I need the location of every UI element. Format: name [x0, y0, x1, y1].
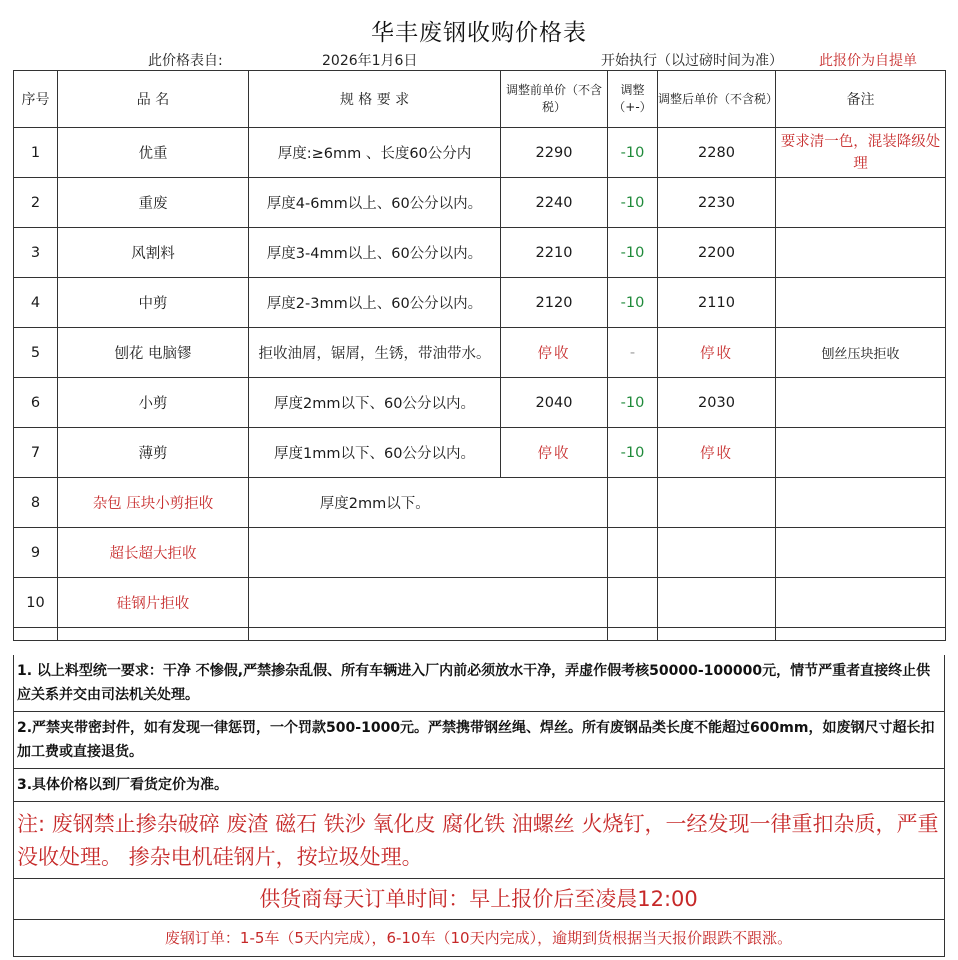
- row-spec: 厚度4-6mm以上、60公分以内。: [249, 178, 501, 228]
- row-adjust: -10: [608, 228, 658, 278]
- row-empty: [608, 478, 658, 528]
- row-empty: [608, 628, 658, 641]
- row-price-before: 2210: [501, 228, 608, 278]
- row-name: 小剪: [58, 378, 249, 428]
- row-remark: [776, 178, 946, 228]
- row-empty: [14, 628, 58, 641]
- row-price-after: 停收: [658, 328, 776, 378]
- row-empty: [658, 578, 776, 628]
- row-adjust: -10: [608, 178, 658, 228]
- row-name: 风割料: [58, 228, 249, 278]
- row-spec: [249, 578, 501, 628]
- row-price-before: 停收: [501, 328, 608, 378]
- row-empty: [58, 628, 249, 641]
- order-time-note: 供货商每天订单时间：早上报价后至凌晨12:00: [14, 879, 944, 920]
- row-name: 超长超大拒收: [58, 528, 249, 578]
- row-name: 刨花 电脑镠: [58, 328, 249, 378]
- col-price-after: 调整后单价（不含税）: [658, 71, 776, 128]
- table-row: [14, 378, 946, 428]
- row-spec: 厚度3-4mm以上、60公分以内。: [249, 228, 501, 278]
- warning-note: 注: 废钢禁止掺杂破碎 废渣 磁石 铁沙 氧化皮 腐化铁 油螺丝 火烧钉，一经发现一律重扣杂质，严重没收处理。 掺杂电机硅钢片，按垃圾处理。: [14, 802, 944, 879]
- col-remark: 备注: [776, 71, 946, 128]
- row-price-before: 2120: [501, 278, 608, 328]
- row-empty: [501, 628, 608, 641]
- row-spec: 厚度1mm以下、60公分以内。: [249, 428, 501, 478]
- row-price-before: 2240: [501, 178, 608, 228]
- row-spec: 厚度2mm以下、60公分以内。: [249, 378, 501, 428]
- col-name: 品 名: [58, 71, 249, 128]
- row-spec: [249, 528, 501, 578]
- row-remark: 要求清一色，混装降级处理: [776, 128, 946, 178]
- note-1: 1. 以上料型统一要求：干净 不惨假,严禁掺杂乱假、所有车辆进入厂内前必须放水干净，弄虚作假考核50000-100000元，情节严重者直接终止供应关系并交由司法机关处理。: [14, 655, 944, 712]
- row-index: 10: [14, 578, 58, 628]
- row-empty: [658, 628, 776, 641]
- table-row: [14, 178, 946, 228]
- effective-date: 2026年1月6日: [322, 53, 418, 69]
- effective-note: 开始执行（以过磅时间为准）: [601, 53, 783, 69]
- notes-section: [13, 655, 945, 957]
- row-empty: [501, 478, 608, 528]
- row-remark: [776, 228, 946, 278]
- row-index: 4: [14, 278, 58, 328]
- price-table: [13, 70, 946, 641]
- row-index: 5: [14, 328, 58, 378]
- table-row: [14, 428, 946, 478]
- row-empty: [608, 528, 658, 578]
- row-index: 7: [14, 428, 58, 478]
- table-row: [14, 528, 946, 578]
- effective-label: 此价格表自:: [148, 53, 223, 69]
- table-row: [14, 628, 946, 641]
- row-name: 薄剪: [58, 428, 249, 478]
- row-index: 8: [14, 478, 58, 528]
- table-row: [14, 128, 946, 178]
- row-empty: [501, 578, 608, 628]
- table-header-row: [14, 71, 946, 128]
- row-index: 9: [14, 528, 58, 578]
- row-price-after: 2230: [658, 178, 776, 228]
- row-remark: [776, 278, 946, 328]
- row-empty: [249, 628, 501, 641]
- row-price-before: 停收: [501, 428, 608, 478]
- row-spec: 厚度2mm以下。: [249, 478, 501, 528]
- row-price-after: 2200: [658, 228, 776, 278]
- row-name: 杂包 压块小剪拒收: [58, 478, 249, 528]
- row-empty: [608, 578, 658, 628]
- row-empty: [776, 528, 946, 578]
- table-row: [14, 328, 946, 378]
- note-2: 2.严禁夹带密封件，如有发现一律惩罚，一个罚款500-1000元。严禁携带钢丝绳、焊丝。所有废钢品类长度不能超过600mm，如废钢尺寸超长扣加工费或直接退货。: [14, 712, 944, 769]
- row-spec: 拒收油屑，锯屑，生锈，带油带水。: [249, 328, 501, 378]
- row-empty: [776, 578, 946, 628]
- row-price-after: 2110: [658, 278, 776, 328]
- note-3: 3.具体价格以到厂看货定价为准。: [14, 769, 944, 802]
- col-price-before: 调整前单价（不含税）: [501, 71, 608, 128]
- row-name: 优重: [58, 128, 249, 178]
- table-row: [14, 478, 946, 528]
- row-price-before: 2040: [501, 378, 608, 428]
- row-empty: [776, 628, 946, 641]
- row-empty: [658, 528, 776, 578]
- row-adjust: -10: [608, 378, 658, 428]
- row-spec: 厚度2-3mm以上、60公分以内。: [249, 278, 501, 328]
- table-row: [14, 278, 946, 328]
- row-price-after: 2280: [658, 128, 776, 178]
- row-spec: 厚度:≥6mm 、长度60公分内: [249, 128, 501, 178]
- order-note: 废钢订单：1-5车（5天内完成），6-10车（10天内完成），逾期到货根据当天报价跟跌不跟涨。: [164, 929, 793, 947]
- row-name: 重废: [58, 178, 249, 228]
- col-spec: 规 格 要 求: [249, 71, 501, 128]
- row-name: 中剪: [58, 278, 249, 328]
- row-remark: [776, 428, 946, 478]
- row-empty: [776, 478, 946, 528]
- row-name: 硅钢片拒收: [58, 578, 249, 628]
- row-index: 2: [14, 178, 58, 228]
- row-adjust: -10: [608, 128, 658, 178]
- row-adjust: -10: [608, 278, 658, 328]
- page-title: 华丰废钢收购价格表: [371, 20, 587, 46]
- row-adjust: -: [608, 328, 658, 378]
- row-empty: [501, 528, 608, 578]
- row-index: 1: [14, 128, 58, 178]
- row-remark: 刨丝压块拒收: [776, 328, 946, 378]
- row-remark: [776, 378, 946, 428]
- self-pickup-note: 此报价为自提单: [819, 53, 917, 69]
- row-price-after: 2030: [658, 378, 776, 428]
- row-adjust: -10: [608, 428, 658, 478]
- row-price-after: 停收: [658, 428, 776, 478]
- row-empty: [658, 478, 776, 528]
- col-adjust: 调整（+-）: [608, 71, 658, 128]
- row-index: 6: [14, 378, 58, 428]
- table-row: [14, 578, 946, 628]
- col-index: 序号: [14, 71, 58, 128]
- table-row: [14, 228, 946, 278]
- row-price-before: 2290: [501, 128, 608, 178]
- row-index: 3: [14, 228, 58, 278]
